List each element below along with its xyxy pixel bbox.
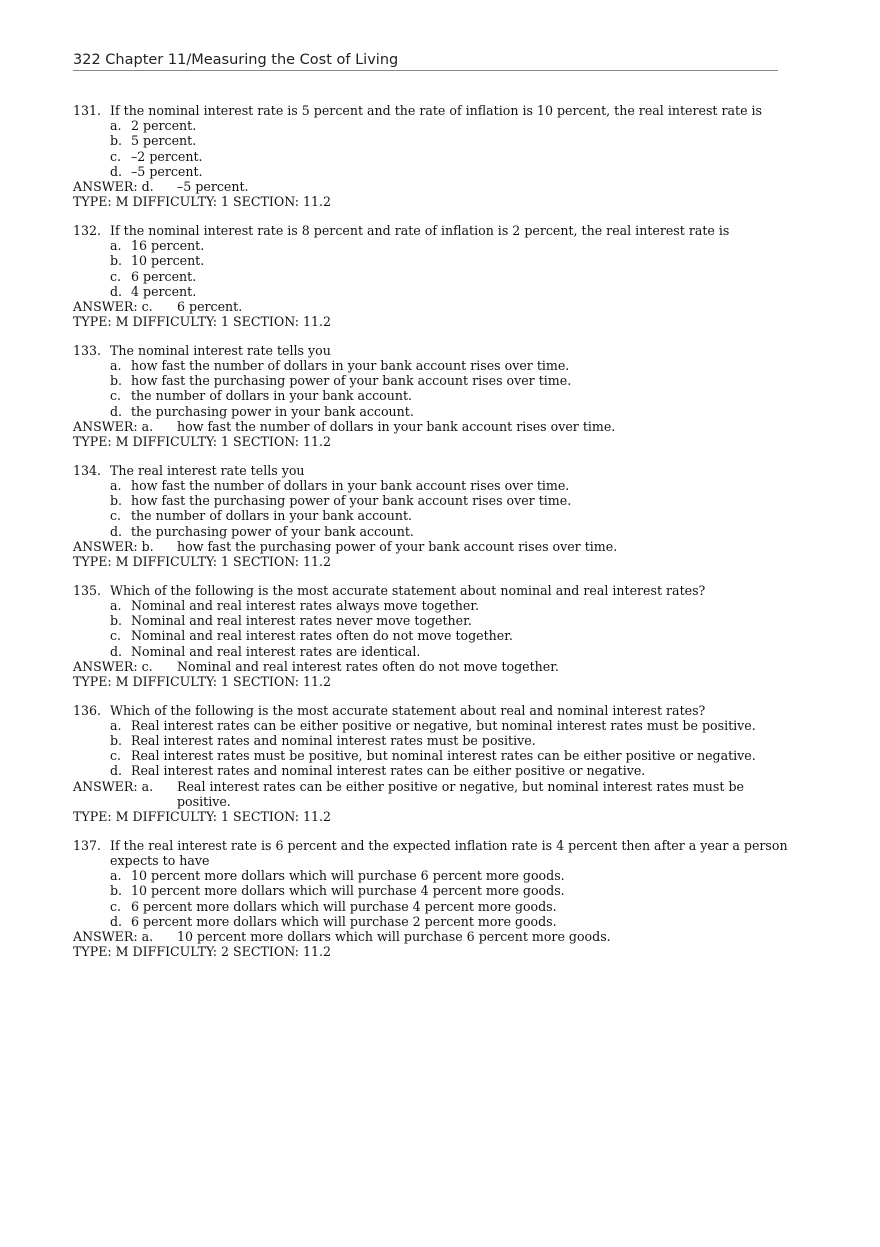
choice-letter: b.: [110, 733, 123, 749]
question-text: If the nominal interest rate is 5 percent and the rate of inflation is 10 percent, the real interest rate is: [110, 103, 763, 118]
answer-line: [73, 779, 793, 809]
choice-list: [73, 718, 793, 779]
choice-item: [110, 748, 793, 763]
choice-item: [110, 118, 793, 133]
question-stem: [73, 703, 793, 718]
choice-item: [110, 508, 793, 523]
answer-text: –5 percent.: [177, 179, 249, 195]
choice-text: 6 percent more dollars which will purchase 4 percent more goods.: [131, 898, 557, 914]
question-meta: TYPE: M DIFFICULTY: 1 SECTION: 11.2: [73, 314, 332, 330]
choice-letter: c.: [110, 148, 122, 164]
question-meta: TYPE: M DIFFICULTY: 1 SECTION: 11.2: [73, 553, 332, 569]
choice-item: [110, 388, 793, 403]
choice-text: –5 percent.: [131, 163, 203, 179]
answer-line: [73, 539, 793, 554]
choice-letter: a.: [110, 118, 122, 134]
question-block: [73, 103, 793, 209]
choice-text: 6 percent.: [131, 268, 197, 284]
choice-letter: a.: [110, 477, 122, 493]
question-number: 131.: [73, 103, 102, 118]
choice-item: [110, 733, 793, 748]
question-text: Which of the following is the most accurate statement about nominal and real interest rates?: [110, 582, 706, 598]
question-text: The nominal interest rate tells you: [110, 342, 331, 358]
choice-text: the purchasing power of your bank account.: [131, 523, 414, 539]
header-divider: [73, 70, 778, 71]
question-number: 136.: [73, 702, 102, 718]
choice-letter: b.: [110, 613, 123, 629]
choice-letter: a.: [110, 238, 122, 254]
choice-item: [110, 868, 793, 883]
choice-text: Real interest rates must be positive, but nominal interest rates can be either positive or negative.: [131, 748, 756, 764]
choice-text: 10 percent more dollars which will purchase 6 percent more goods.: [131, 868, 565, 884]
question-meta: TYPE: M DIFFICULTY: 1 SECTION: 11.2: [73, 809, 332, 825]
answer-label: ANSWER: a.: [73, 928, 154, 944]
choice-letter: d.: [110, 403, 123, 419]
answer-label: ANSWER: c.: [73, 298, 153, 314]
choice-letter: b.: [110, 493, 123, 509]
choice-text: 10 percent.: [131, 253, 205, 269]
choice-text: 2 percent.: [131, 118, 197, 134]
choice-item: [110, 133, 793, 148]
question-number: 132.: [73, 222, 102, 238]
choice-item: [110, 883, 793, 898]
choice-item: [110, 478, 793, 493]
question-block: [73, 463, 793, 569]
page-number: 322: [73, 52, 101, 68]
choice-item: [110, 524, 793, 539]
question-text: If the real interest rate is 6 percent and the expected inflation rate is 4 percent then after a year a person expects to have: [110, 837, 788, 868]
question-number: 135.: [73, 582, 102, 598]
choice-item: [110, 373, 793, 388]
choice-text: Nominal and real interest rates are identical.: [131, 643, 421, 659]
choice-text: 16 percent.: [131, 238, 205, 254]
choice-item: [110, 628, 793, 643]
choice-letter: b.: [110, 373, 123, 389]
choice-item: [110, 613, 793, 628]
choice-text: 5 percent.: [131, 133, 197, 149]
choice-letter: c.: [110, 898, 122, 914]
choice-letter: b.: [110, 883, 123, 899]
choice-letter: c.: [110, 268, 122, 284]
question-stem: [73, 463, 793, 478]
choice-letter: d.: [110, 763, 123, 779]
choice-item: [110, 914, 793, 929]
question-text: If the nominal interest rate is 8 percent and rate of inflation is 2 percent, the real interest rate is: [110, 222, 730, 238]
choice-letter: d.: [110, 643, 123, 659]
question-number: 137.: [73, 837, 102, 853]
question-stem: [73, 103, 793, 118]
choice-letter: d.: [110, 523, 123, 539]
choice-text: Real interest rates and nominal interest rates can be either positive or negative.: [131, 763, 646, 779]
choice-text: –2 percent.: [131, 148, 203, 164]
question-block: [73, 838, 793, 960]
choice-item: [110, 644, 793, 659]
question-text: Which of the following is the most accurate statement about real and nominal interest rates?: [110, 702, 706, 718]
question-meta: TYPE: M DIFFICULTY: 2 SECTION: 11.2: [73, 944, 332, 960]
answer-line: [73, 929, 793, 944]
choice-letter: d.: [110, 283, 123, 299]
question-text: The real interest rate tells you: [110, 462, 305, 478]
choice-text: Nominal and real interest rates never move together.: [131, 613, 472, 629]
question-block: [73, 343, 793, 449]
choice-text: the number of dollars in your bank account.: [131, 508, 413, 524]
question-list: [73, 103, 793, 973]
question-stem: [73, 223, 793, 238]
choice-list: [73, 598, 793, 659]
choice-text: Real interest rates and nominal interest rates must be positive.: [131, 733, 536, 749]
question-meta: TYPE: M DIFFICULTY: 1 SECTION: 11.2: [73, 673, 332, 689]
choice-letter: a.: [110, 868, 122, 884]
answer-label: ANSWER: a.: [73, 778, 154, 794]
answer-line: [73, 299, 793, 314]
choice-text: the number of dollars in your bank account.: [131, 388, 413, 404]
choice-item: [110, 763, 793, 778]
choice-item: [110, 899, 793, 914]
answer-label: ANSWER: c.: [73, 658, 153, 674]
answer-text: 10 percent more dollars which will purchase 6 percent more goods.: [177, 928, 611, 944]
choice-item: [110, 149, 793, 164]
choice-text: how fast the number of dollars in your bank account rises over time.: [131, 358, 570, 374]
choice-letter: c.: [110, 628, 122, 644]
choice-item: [110, 404, 793, 419]
choice-text: how fast the number of dollars in your bank account rises over time.: [131, 477, 570, 493]
choice-letter: d.: [110, 913, 123, 929]
choice-item: [110, 269, 793, 284]
question-block: [73, 703, 793, 825]
question-stem: [73, 343, 793, 358]
choice-letter: a.: [110, 717, 122, 733]
answer-text: Real interest rates can be either positive or negative, but nominal interest rates must be positive.: [177, 778, 744, 809]
question-number: 134.: [73, 462, 102, 478]
choice-letter: d.: [110, 163, 123, 179]
choice-text: the purchasing power in your bank account.: [131, 403, 414, 419]
choice-list: [73, 358, 793, 419]
choice-list: [73, 118, 793, 179]
choice-item: [110, 238, 793, 253]
choice-text: Real interest rates can be either positive or negative, but nominal interest rates must be positive.: [131, 717, 756, 733]
choice-item: [110, 284, 793, 299]
answer-line: [73, 659, 793, 674]
answer-text: how fast the number of dollars in your bank account rises over time.: [177, 418, 616, 434]
question-meta: TYPE: M DIFFICULTY: 1 SECTION: 11.2: [73, 194, 332, 210]
question-block: [73, 223, 793, 329]
choice-item: [110, 164, 793, 179]
answer-label: ANSWER: a.: [73, 418, 154, 434]
choice-text: Nominal and real interest rates always move together.: [131, 597, 480, 613]
choice-letter: a.: [110, 358, 122, 374]
answer-label: ANSWER: b.: [73, 538, 154, 554]
choice-text: 4 percent.: [131, 283, 197, 299]
question-number: 133.: [73, 342, 102, 358]
answer-line: [73, 179, 793, 194]
answer-text: Nominal and real interest rates often do not move together.: [177, 658, 559, 674]
choice-text: how fast the purchasing power of your bank account rises over time.: [131, 373, 572, 389]
choice-item: [110, 493, 793, 508]
choice-letter: a.: [110, 597, 122, 613]
choice-text: 6 percent more dollars which will purchase 2 percent more goods.: [131, 913, 557, 929]
choice-letter: b.: [110, 253, 123, 269]
choice-list: [73, 478, 793, 539]
choice-item: [110, 718, 793, 733]
page-header: [73, 51, 777, 69]
answer-text: how fast the purchasing power of your bank account rises over time.: [177, 538, 618, 554]
choice-letter: c.: [110, 388, 122, 404]
choice-letter: c.: [110, 508, 122, 524]
choice-letter: b.: [110, 133, 123, 149]
answer-line: [73, 419, 793, 434]
choice-letter: c.: [110, 748, 122, 764]
question-block: [73, 583, 793, 689]
choice-text: 10 percent more dollars which will purchase 4 percent more goods.: [131, 883, 565, 899]
answer-text: 6 percent.: [177, 298, 243, 314]
question-stem: [73, 838, 793, 868]
choice-item: [110, 598, 793, 613]
choice-list: [73, 868, 793, 929]
choice-text: how fast the purchasing power of your bank account rises over time.: [131, 493, 572, 509]
question-meta: TYPE: M DIFFICULTY: 1 SECTION: 11.2: [73, 434, 332, 450]
answer-label: ANSWER: d.: [73, 179, 154, 195]
choice-item: [110, 358, 793, 373]
chapter-title: Chapter 11/Measuring the Cost of Living: [105, 52, 399, 68]
question-stem: [73, 583, 793, 598]
choice-text: Nominal and real interest rates often do not move together.: [131, 628, 513, 644]
choice-item: [110, 253, 793, 268]
choice-list: [73, 238, 793, 299]
